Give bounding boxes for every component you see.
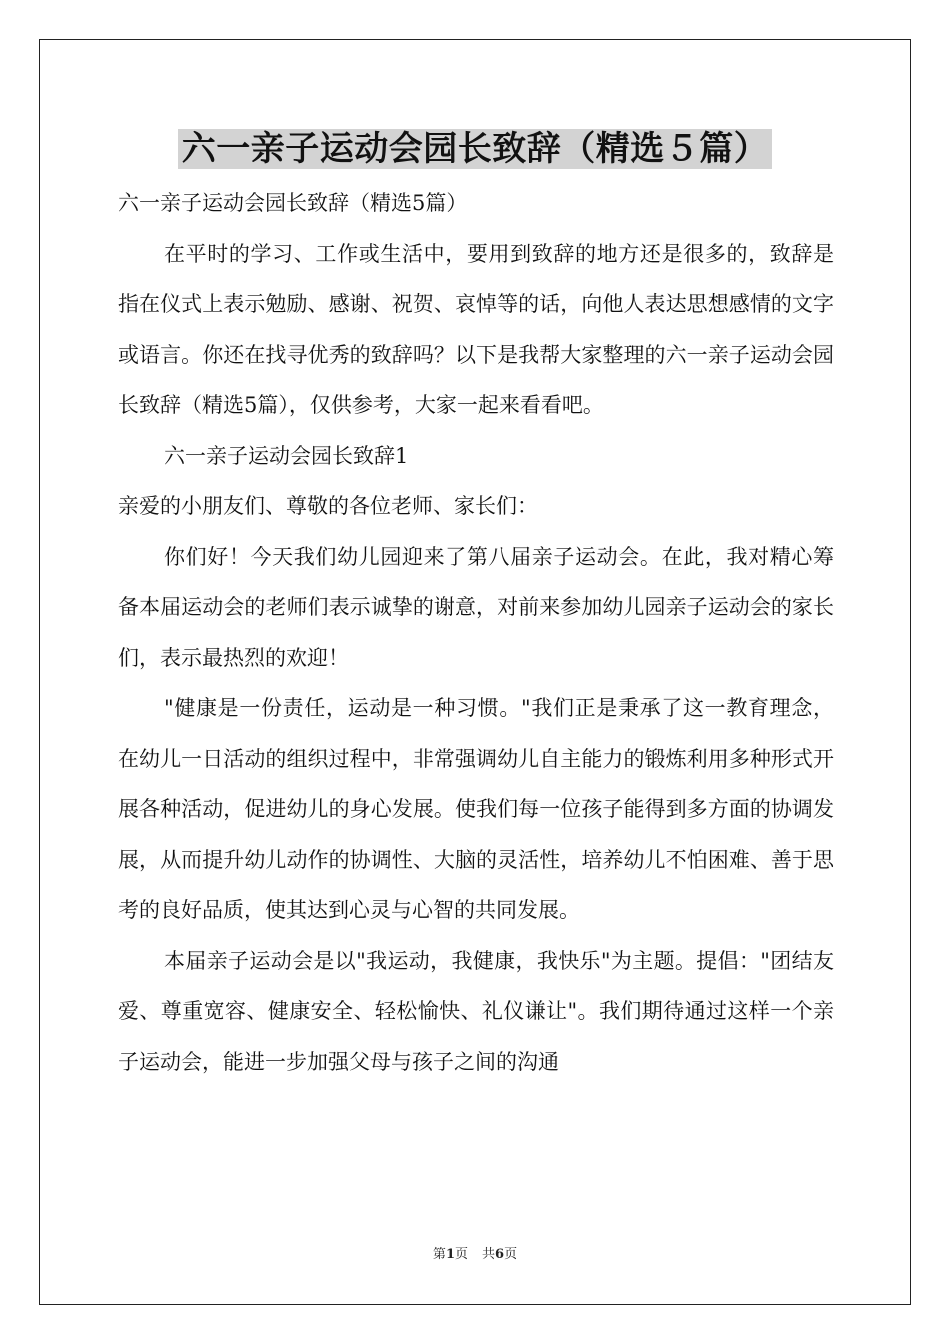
salutation: 亲爱的小朋友们、尊敬的各位老师、家长们：	[118, 494, 538, 518]
body-paragraph: 本届亲子运动会是以"我运动，我健康，我快乐"为主题。提倡："团结友爱、尊重宽容、健康安全、轻松愉快、礼仪谦让"。我们期待通过这样一个亲子运动会，能进一步加强父母与孩子之间的沟通	[118, 948, 834, 1074]
page-suffix: 页	[454, 1247, 468, 1262]
document-title-text: 六一亲子运动会园长致辞（精选５篇）	[178, 129, 773, 169]
current-page-number: 1	[445, 1247, 455, 1262]
intro-paragraph: 在平时的学习、工作或生活中，要用到致辞的地方还是很多的，致辞是指在仪式上表示勉励、感谢、祝贺、哀悼等的话，向他人表达思想感情的文字或语言。你还在找寻优秀的致辞吗？以下是我帮大家整理的六一亲子运动会园长致辞（精选5篇），仅供参考，大家一起来看看吧。	[118, 241, 834, 417]
total-prefix: 共	[482, 1247, 496, 1262]
section-heading: 六一亲子运动会园长致辞1	[164, 443, 409, 468]
document-subtitle: 六一亲子运动会园长致辞（精选5篇）	[118, 191, 468, 215]
page-prefix: 第	[432, 1247, 446, 1262]
page-footer	[0, 1246, 950, 1264]
document-title	[0, 126, 950, 172]
total-pages-number: 6	[495, 1247, 505, 1262]
body-paragraph: "健康是一份责任，运动是一种习惯。"我们正是秉承了这一教育理念，在幼儿一日活动的组织过程中，非常强调幼儿自主能力的锻炼利用多种形式开展各种活动，促进幼儿的身心发展。使我们每一位孩子能得到多方面的协调发展，从而提升幼儿动作的协调性、大脑的灵活性，培养幼儿不怕困难、善于思考的良好品质，使其达到心灵与心智的共同发展。	[118, 696, 834, 922]
body-paragraph: 你们好！今天我们幼儿园迎来了第八届亲子运动会。在此，我对精心筹备本届运动会的老师们表示诚挚的谢意，对前来参加幼儿园亲子运动会的家长们，表示最热烈的欢迎！	[118, 544, 834, 670]
document-body	[118, 178, 834, 1087]
total-suffix: 页	[504, 1247, 518, 1262]
